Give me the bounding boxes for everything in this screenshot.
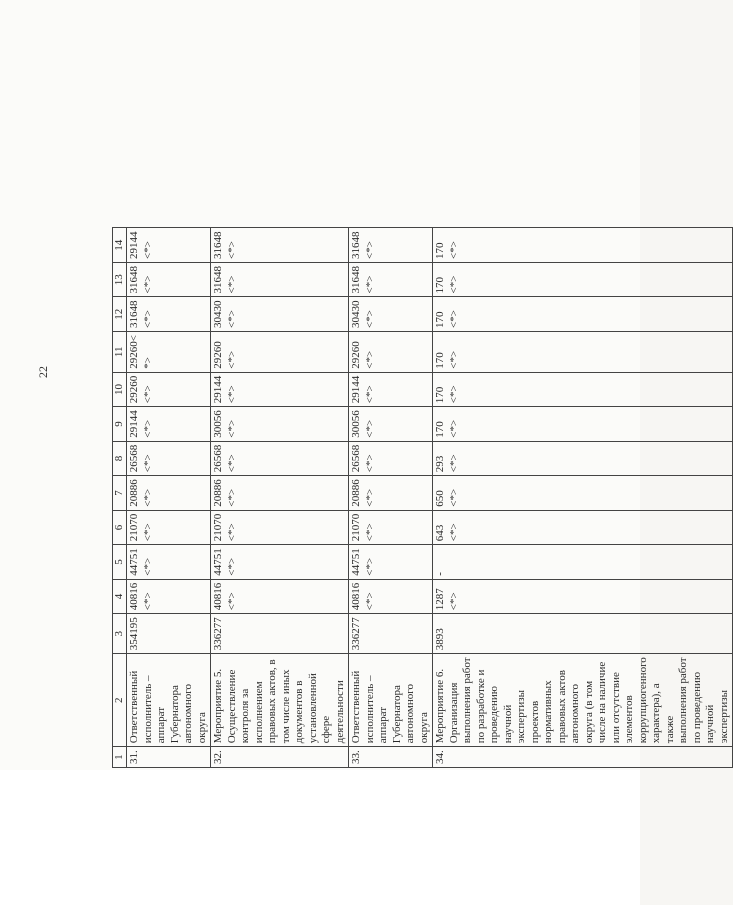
row-description: Ответственный исполнитель – аппарат Губернатора автономного округа <box>127 654 211 747</box>
header-cell: 4 <box>113 579 127 614</box>
header-cell: 14 <box>113 228 127 263</box>
value-cell: 3893 <box>433 614 733 654</box>
header-cell: 9 <box>113 407 127 442</box>
value-cell: 30056 <*> <box>211 407 349 442</box>
value-cell: 31648 <*> <box>211 262 349 297</box>
page-number: 22 <box>36 366 50 378</box>
value-cell: 29144 <*> <box>211 372 349 407</box>
value-cell: 21070 <*> <box>127 510 211 545</box>
budget-table <box>112 227 733 768</box>
value-cell: 354195 <box>127 614 211 654</box>
row-description: Мероприятие 5. Осуществление контроля за исполнением правовых актов, в том числе иных документов в установленной сфере деятельности <box>211 654 349 747</box>
value-cell: 29260< *> <box>127 331 211 372</box>
value-cell: 29144 <*> <box>127 228 211 263</box>
value-cell: 20886 <*> <box>211 476 349 511</box>
value-cell: 336277 <box>211 614 349 654</box>
value-cell: 336277 <box>349 614 433 654</box>
value-cell: 20886 <*> <box>127 476 211 511</box>
value-cell: 643 <*> <box>433 510 733 545</box>
row-description: Ответственный исполнитель – аппарат Губернатора автономного округа <box>349 654 433 747</box>
value-cell: 26568 <*> <box>211 441 349 476</box>
value-cell: 31648 <*> <box>349 262 433 297</box>
value-cell: 170 <*> <box>433 262 733 297</box>
value-cell: 29144 <*> <box>349 372 433 407</box>
row-description: Мероприятие 6. Организация выполнения работ по разработке и проведению научной экспертизы проектов нормативных правовых актов автономного округа (в том числе на наличие или отсутствие элементов коррупциогенного характера), а также выполнения работ по проведению научной экспертизы <box>433 654 733 747</box>
value-cell: 26568 <*> <box>349 441 433 476</box>
value-cell: 29260 <*> <box>349 331 433 372</box>
value-cell: 29144 <*> <box>127 407 211 442</box>
value-cell: 44751 <*> <box>211 545 349 580</box>
value-cell: 21070 <*> <box>349 510 433 545</box>
row-number: 31. <box>127 747 211 768</box>
value-cell: 170 <*> <box>433 228 733 263</box>
value-cell: - <box>433 545 733 580</box>
value-cell: 170 <*> <box>433 372 733 407</box>
value-cell: 29260 <*> <box>127 372 211 407</box>
value-cell: 21070 <*> <box>211 510 349 545</box>
table-header-row <box>113 228 127 768</box>
value-cell: 31648 <*> <box>127 262 211 297</box>
value-cell: 29260 <*> <box>211 331 349 372</box>
value-cell: 30430 <*> <box>211 297 349 332</box>
value-cell: 40816 <*> <box>211 579 349 614</box>
value-cell: 1287 <*> <box>433 579 733 614</box>
header-cell: 12 <box>113 297 127 332</box>
table-row <box>433 228 733 768</box>
table-row <box>211 228 349 768</box>
value-cell: 293 <*> <box>433 441 733 476</box>
header-cell: 6 <box>113 510 127 545</box>
value-cell: 40816 <*> <box>127 579 211 614</box>
value-cell: 44751 <*> <box>349 545 433 580</box>
header-cell: 1 <box>113 747 127 768</box>
value-cell: 30430 <*> <box>349 297 433 332</box>
value-cell: 170 <*> <box>433 407 733 442</box>
header-cell: 5 <box>113 545 127 580</box>
header-cell: 7 <box>113 476 127 511</box>
value-cell: 20886 <*> <box>349 476 433 511</box>
value-cell: 650 <*> <box>433 476 733 511</box>
value-cell: 44751 <*> <box>127 545 211 580</box>
header-cell: 2 <box>113 654 127 747</box>
value-cell: 31648 <*> <box>127 297 211 332</box>
row-number: 34. <box>433 747 733 768</box>
value-cell: 26568 <*> <box>127 441 211 476</box>
table-row <box>349 228 433 768</box>
value-cell: 170 <*> <box>433 297 733 332</box>
page-margin <box>0 770 640 905</box>
header-cell: 11 <box>113 331 127 372</box>
value-cell: 30056 <*> <box>349 407 433 442</box>
table-row <box>127 228 211 768</box>
header-cell: 3 <box>113 614 127 654</box>
header-cell: 8 <box>113 441 127 476</box>
value-cell: 31648 <*> <box>349 228 433 263</box>
header-cell: 10 <box>113 372 127 407</box>
row-number: 33. <box>349 747 433 768</box>
header-cell: 13 <box>113 262 127 297</box>
rotated-table-container <box>112 227 733 768</box>
value-cell: 31648 <*> <box>211 228 349 263</box>
value-cell: 170 <*> <box>433 331 733 372</box>
row-number: 32. <box>211 747 349 768</box>
value-cell: 40816 <*> <box>349 579 433 614</box>
